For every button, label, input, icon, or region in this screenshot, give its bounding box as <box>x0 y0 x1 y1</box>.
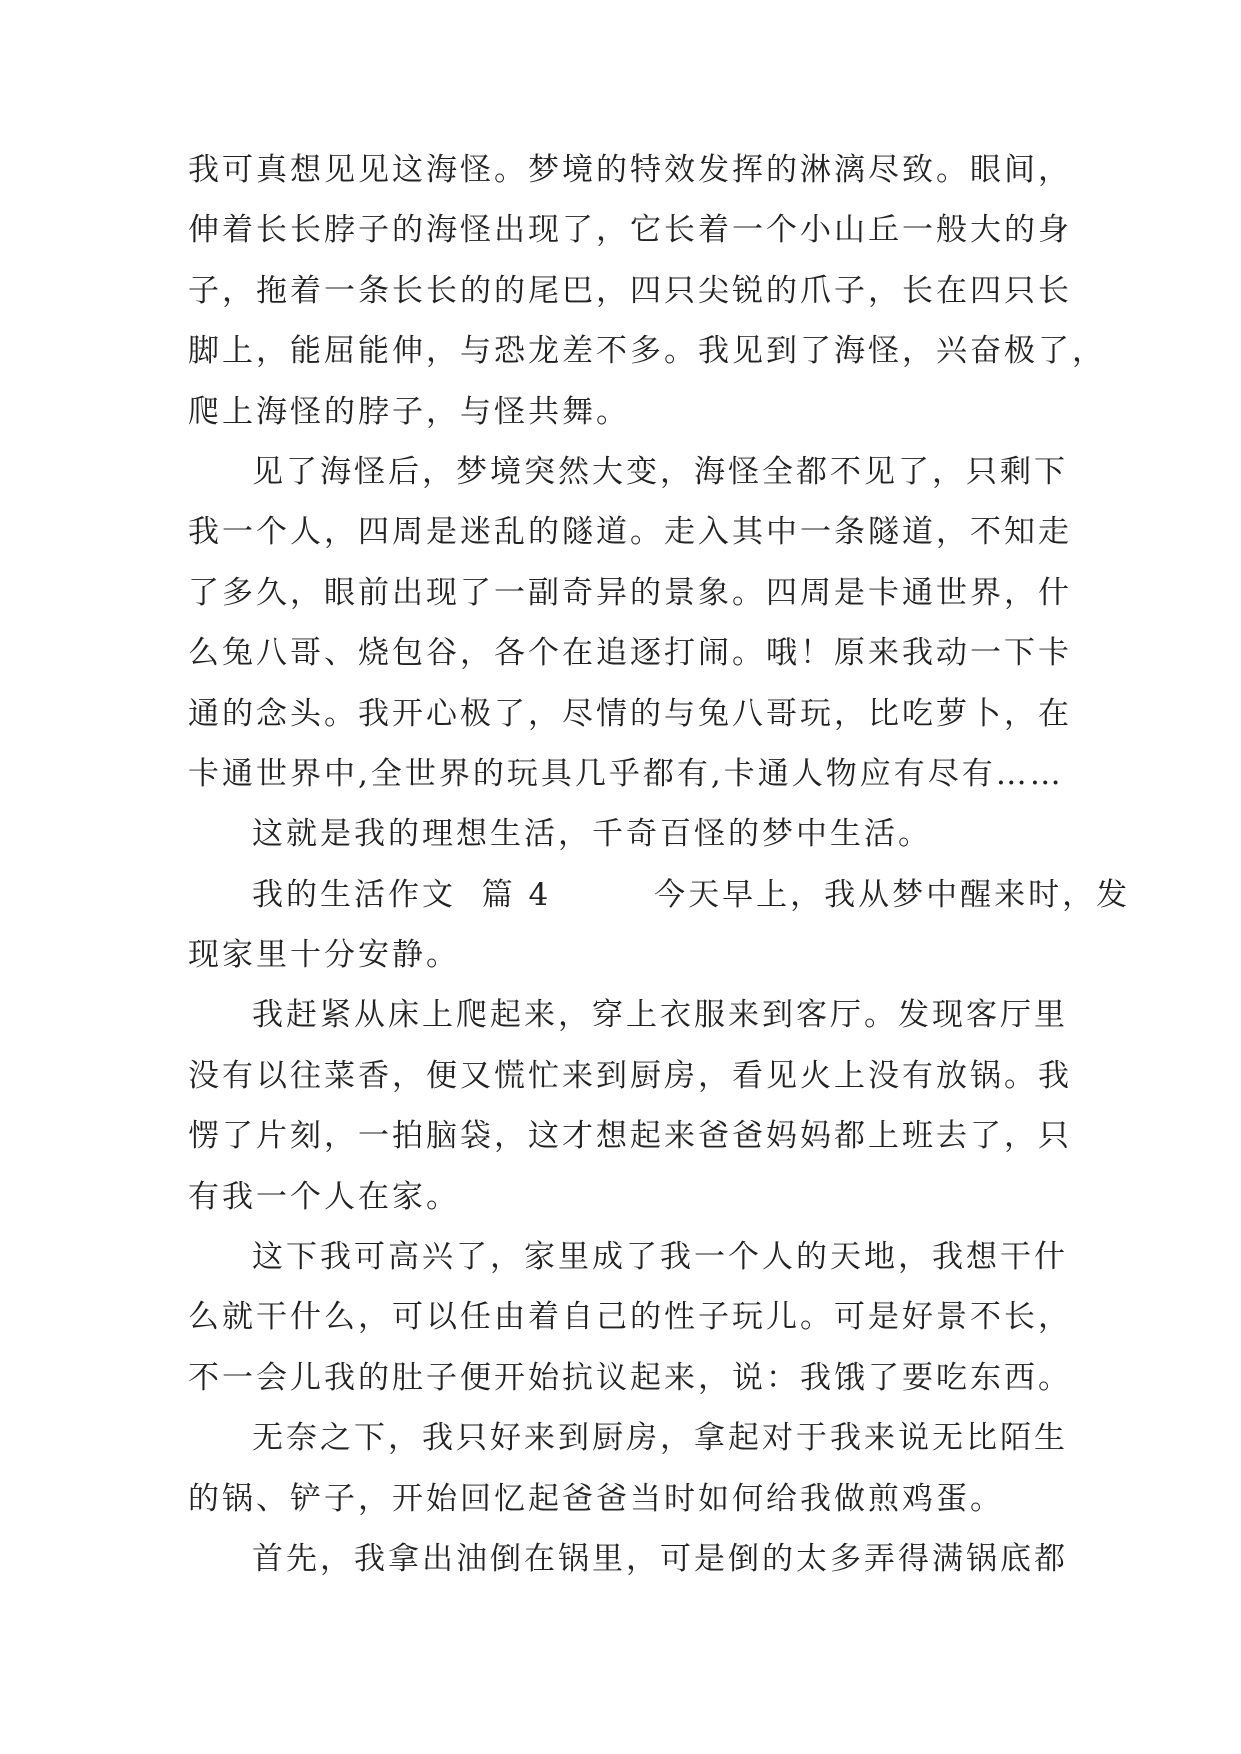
text-line: 没有以往菜香，便又慌忙来到厨房，看见火上没有放锅。我 <box>188 1057 1072 1094</box>
text-line: 爬上海怪的脖子，与怪共舞。 <box>188 393 630 430</box>
text-line: 现家里十分安静。 <box>188 937 460 974</box>
text-line: 我可真想见见这海怪。梦境的特效发挥的淋漓尽致。眼间， <box>188 152 1072 188</box>
text-line: 有我一个人在家。 <box>188 1178 460 1215</box>
text-line: 我一个人，四周是迷乱的隧道。走入其中一条隧道，不知走 <box>188 514 1072 551</box>
text-line: 不一会儿我的肚子便开始抗议起来，说：我饿了要吃东西。 <box>188 1359 1072 1396</box>
paragraph-start-line: 首先，我拿出油倒在锅里，可是倒的太多弄得满锅底都 <box>252 1540 1068 1577</box>
text-line: 卡通世界中,全世界的玩具几乎都有,卡通人物应有尽有…… <box>188 755 1064 792</box>
paragraph-start-line: 无奈之下，我只好来到厨房，拿起对于我来说无比陌生 <box>252 1420 1068 1457</box>
text-line: 么就干什么，可以任由着自己的性子玩儿。可是好景不长， <box>188 1299 1072 1336</box>
text-line: 的锅、铲子，开始回忆起爸爸当时如何给我做煎鸡蛋。 <box>188 1480 1004 1517</box>
text-line: 愣了片刻，一拍脑袋，这才想起来爸爸妈妈都上班去了，只 <box>188 1118 1072 1155</box>
paragraph-start-line: 这就是我的理想生活，千奇百怪的梦中生活。 <box>252 816 932 853</box>
text-line: 子，拖着一条长长的的尾巴，四只尖锐的爪子，长在四只长 <box>188 272 1072 309</box>
paragraph-start-line: 这下我可高兴了，家里成了我一个人的天地，我想干什 <box>252 1239 1068 1276</box>
text-line: 通的念头。我开心极了，尽情的与兔八哥玩，比吃萝卜，在 <box>188 695 1072 732</box>
paragraph-start-line: 我赶紧从床上爬起来，穿上衣服来到客厅。发现客厅里 <box>252 997 1068 1034</box>
paragraph-start-line: 见了海怪后，梦境突然大变，海怪全都不见了，只剩下 <box>252 453 1068 490</box>
text-line: 脚上，能屈能伸，与恐龙差不多。我见到了海怪，兴奋极了， <box>188 333 1106 370</box>
essay-body <box>188 140 1131 1589</box>
text-line: 么兔八哥、烧包谷，各个在追逐打闹。哦！原来我动一下卡 <box>188 635 1072 672</box>
section-heading-line: 我的生活作文 篇 4 今天早上，我从梦中醒来时，发 <box>252 876 1131 913</box>
text-line: 伸着长长脖子的海怪出现了，它长着一个小山丘一般大的身 <box>188 212 1072 249</box>
text-line: 了多久，眼前出现了一副奇异的景象。四周是卡通世界，什 <box>188 574 1072 611</box>
